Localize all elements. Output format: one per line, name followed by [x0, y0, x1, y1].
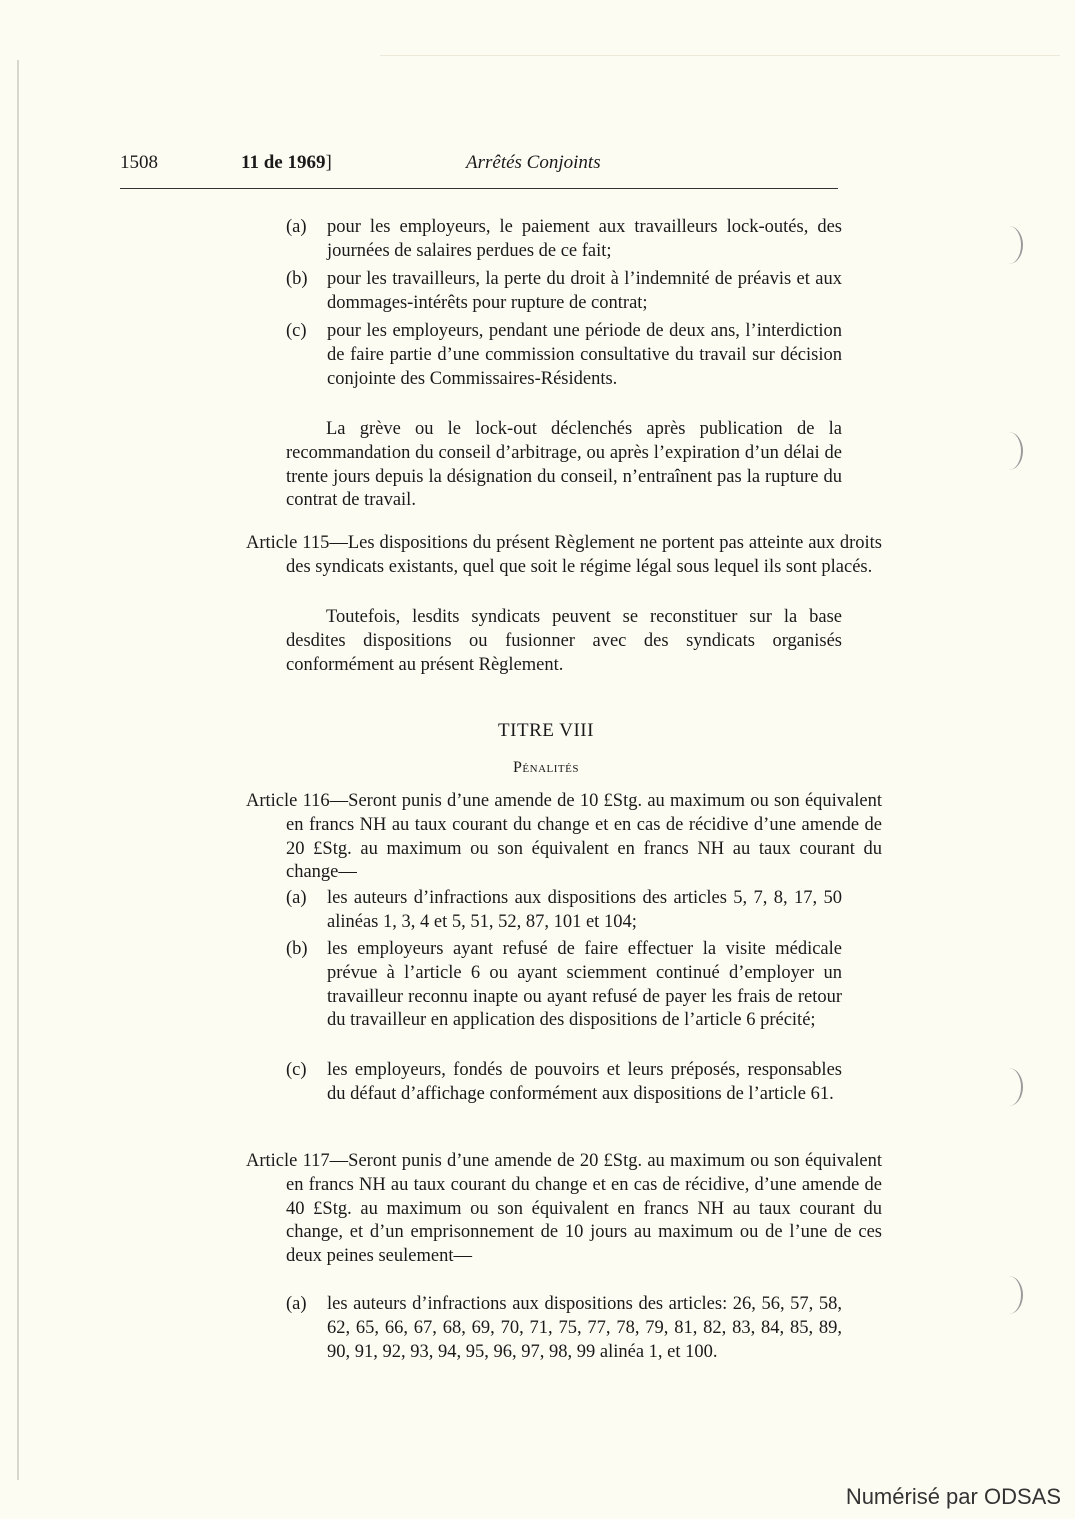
item-label: (c)	[286, 1060, 307, 1080]
list-item	[286, 1293, 842, 1364]
item-text: les employeurs ayant refusé de faire effectuer la visite médicale prévue à l’article 6 ou ayant sciemment continué d’employer un travailleur reconnu inapte ou ayant refusé de payer les frais de retour du travailleur en application des dispositions de l’article 6 précité;	[327, 939, 842, 1031]
section-subtitle: Pénalités	[513, 759, 579, 776]
header-rule	[120, 188, 838, 189]
section-title: TITRE VIII	[498, 720, 594, 741]
list-item	[286, 887, 842, 935]
item-label: (b)	[286, 269, 308, 289]
item-text: les auteurs d’infractions aux dispositions des articles 5, 7, 8, 17, 50 alinéas 1, 3, 4 et 5, 51, 52, 87, 101 et 104;	[327, 888, 842, 932]
item-text: les auteurs d’infractions aux dispositions des articles: 26, 56, 57, 58, 62, 65, 66, 67, 68, 69, 70, 71, 75, 77, 78, 79, 81, 82, 83, 84, 85, 89, 90, 91, 92, 93, 94, 95, 96, 97, 98, 99 alinéa 1, et 100.	[327, 1294, 842, 1362]
running-header	[0, 152, 1075, 176]
header-bracket: ]	[325, 152, 332, 173]
list-item	[286, 320, 842, 391]
item-label: (a)	[286, 217, 307, 237]
item-text: pour les employeurs, le paiement aux travailleurs lock-outés, des journées de salaires perdues de ce fait;	[327, 217, 842, 261]
binder-hole	[995, 1276, 1023, 1314]
binder-hole	[995, 226, 1023, 264]
item-text: pour les employeurs, pendant une période de deux ans, l’interdiction de faire partie d’une commission consultative du travail sur décision conjointe des Commissaires-Résidents.	[327, 321, 842, 389]
paragraph-greve: La grève ou le lock-out déclenchés après publication de la recommandation du conseil d’arbitrage, ou après l’expiration d’un délai de trente jours depuis la désignation du conseil, n’entraînent pas la rupture du contrat de travail.	[286, 419, 842, 511]
article-115-paragraph: Toutefois, lesdits syndicats peuvent se reconstituer sur la base desdites dispositions ou fusionner avec des syndicats organisés conformément au présent Règlement.	[286, 607, 842, 675]
list-item	[286, 1059, 842, 1107]
article-115: Article 115—Les dispositions du présent Règlement ne portent pas atteinte aux droits des syndicats existants, quel que soit le régime légal sous lequel ils sont placés.	[246, 533, 882, 577]
header-date	[241, 152, 332, 174]
item-label: (a)	[286, 888, 307, 908]
list-item	[286, 216, 842, 264]
article-117: Article 117—Seront punis d’une amende de 20 £Stg. au maximum ou son équivalent en francs NH au taux courant du change et en cas de récidive, d’une amende de 40 £Stg. au maximum ou son équivalent en francs NH au taux courant du change, et d’un emprisonnement de 10 jours au maximum ou de l’une de ces deux peines seulement—	[246, 1151, 882, 1267]
item-text: pour les travailleurs, la perte du droit à l’indemnité de préavis et aux dommages-intérêts pour rupture de contrat;	[327, 269, 842, 313]
header-title: Arrêtés Conjoints	[466, 152, 601, 173]
item-text: les employeurs, fondés de pouvoirs et leurs préposés, responsables du défaut d’affichage conformément aux dispositions de l’article 61.	[327, 1060, 842, 1104]
watermark: Numérisé par ODSAS	[845, 1484, 1061, 1509]
header-date-text: 11 de 1969	[241, 152, 326, 173]
item-label: (c)	[286, 321, 307, 341]
page-top-edge	[380, 55, 1060, 56]
item-label: (a)	[286, 1294, 307, 1314]
list-item	[286, 938, 842, 1033]
list-item	[286, 268, 842, 316]
binder-hole	[995, 1068, 1023, 1106]
page-number: 1508	[120, 152, 158, 173]
binder-hole	[995, 432, 1023, 470]
item-label: (b)	[286, 939, 308, 959]
article-116: Article 116—Seront punis d’une amende de 10 £Stg. au maximum ou son équivalent en francs NH au taux courant du change et en cas de récidive d’une amende de 20 £Stg. au maximum ou son équivalent en francs NH au taux courant du change—	[246, 791, 882, 883]
